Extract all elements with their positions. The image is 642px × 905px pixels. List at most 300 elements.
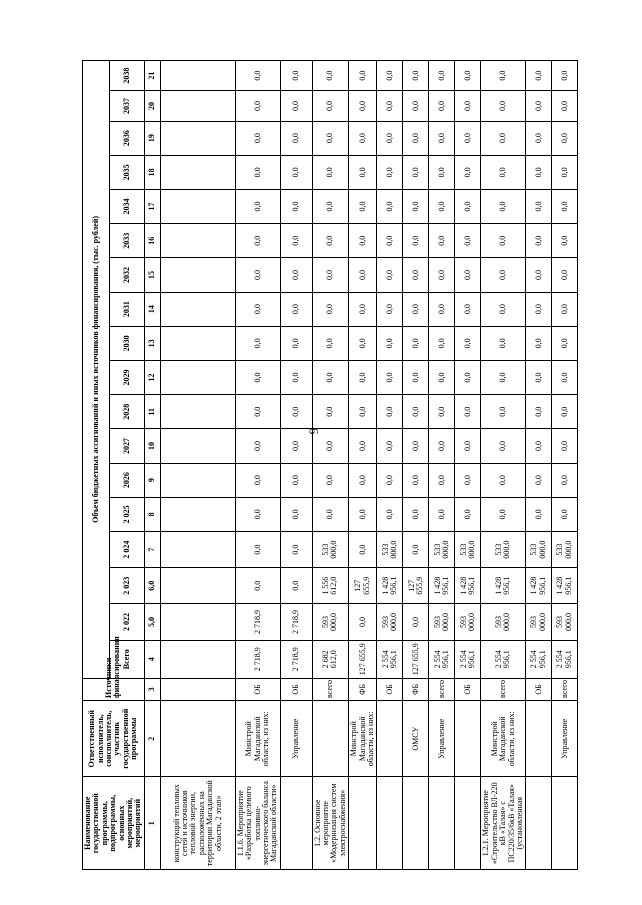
row-name-cell: [526, 777, 552, 870]
row-value-cell: 0,0: [349, 61, 377, 91]
row-responsible-cell: [377, 700, 403, 776]
row-value-cell: 0,0: [280, 155, 312, 189]
header-index-cell: 13: [144, 326, 160, 360]
row-value-cell: 0,0: [403, 326, 429, 360]
row-value-cell: 0,0: [280, 91, 312, 121]
row-value-cell: 0,0: [312, 155, 349, 189]
row-value-cell: 0,0: [481, 224, 526, 258]
table-row: [280, 61, 312, 870]
table-row: [312, 61, 349, 870]
rotated-table-wrapper: [82, 60, 642, 870]
row-value-cell: [160, 258, 235, 292]
row-value-cell: 0,0: [403, 258, 429, 292]
header-year: 2033: [110, 224, 145, 258]
row-responsible-cell: Минстрой Магаданской области, из них:: [349, 700, 377, 776]
row-value-cell: 0,0: [552, 497, 578, 531]
row-value-cell: [160, 91, 235, 121]
row-value-cell: 0,0: [280, 395, 312, 429]
row-value-cell: 0,0: [235, 189, 280, 223]
row-value-cell: 0,0: [403, 531, 429, 567]
row-source-cell: ОБ: [280, 678, 312, 700]
table-row: [481, 61, 526, 870]
row-value-cell: 0,0: [349, 91, 377, 121]
row-value-cell: 1 428 956,1: [481, 568, 526, 604]
row-value-cell: 0,0: [526, 258, 552, 292]
row-value-cell: 0,0: [280, 497, 312, 531]
header-year: 2036: [110, 121, 145, 155]
row-value-cell: [160, 640, 235, 678]
row-value-cell: 0,0: [235, 531, 280, 567]
row-value-cell: [160, 568, 235, 604]
table-row: [377, 61, 403, 870]
row-value-cell: 0,0: [349, 326, 377, 360]
row-value-cell: 0,0: [481, 155, 526, 189]
row-value-cell: 0,0: [552, 292, 578, 326]
row-value-cell: [160, 326, 235, 360]
row-value-cell: 0,0: [526, 463, 552, 497]
row-value-cell: 593 000,0: [455, 604, 481, 640]
table-row: [526, 61, 552, 870]
header-index-cell: 17: [144, 189, 160, 223]
row-value-cell: 0,0: [455, 155, 481, 189]
row-responsible-cell: Управление: [552, 700, 578, 776]
row-source-cell: всего: [552, 678, 578, 700]
row-value-cell: 0,0: [481, 429, 526, 463]
row-value-cell: 0,0: [235, 292, 280, 326]
row-value-cell: 0,0: [526, 497, 552, 531]
header-index-cell: 14: [144, 292, 160, 326]
row-value-cell: 0,0: [429, 258, 455, 292]
row-value-cell: 2 554 956,1: [429, 640, 455, 678]
row-value-cell: 533 000,0: [552, 531, 578, 567]
header-year: 2 022: [110, 604, 145, 640]
row-value-cell: 0,0: [377, 224, 403, 258]
row-value-cell: 0,0: [280, 360, 312, 394]
row-value-cell: 0,0: [312, 224, 349, 258]
row-responsible-cell: Управление: [429, 700, 455, 776]
row-value-cell: 0,0: [349, 258, 377, 292]
header-year: 2034: [110, 189, 145, 223]
row-value-cell: 0,0: [312, 189, 349, 223]
row-value-cell: 0,0: [403, 604, 429, 640]
row-source-cell: всего: [312, 678, 349, 700]
row-value-cell: 0,0: [526, 395, 552, 429]
row-value-cell: 0,0: [377, 155, 403, 189]
row-value-cell: 1 428 956,1: [552, 568, 578, 604]
row-value-cell: 0,0: [552, 326, 578, 360]
header-name: Наименование государственной программы, подпрограммы, основных мероприятий, мероприятий: [83, 777, 145, 870]
row-source-cell: ОБ: [235, 678, 280, 700]
row-value-cell: 0,0: [235, 155, 280, 189]
row-name-cell: [377, 777, 403, 870]
header-budget-group: Объем бюджетных ассигнований и иных источников финансирования, (тыс. рублей): [83, 61, 110, 679]
row-value-cell: [160, 292, 235, 326]
row-value-cell: 0,0: [403, 155, 429, 189]
row-value-cell: 0,0: [481, 91, 526, 121]
row-value-cell: 0,0: [312, 463, 349, 497]
row-value-cell: 2 682 612,0: [312, 640, 349, 678]
row-source-cell: ОБ: [455, 678, 481, 700]
row-source-cell: ФБ: [349, 678, 377, 700]
row-value-cell: 0,0: [526, 429, 552, 463]
row-value-cell: 0,0: [455, 61, 481, 91]
row-value-cell: 0,0: [481, 463, 526, 497]
row-value-cell: 0,0: [403, 463, 429, 497]
row-value-cell: 0,0: [552, 155, 578, 189]
row-value-cell: 0,0: [455, 326, 481, 360]
table-row: [552, 61, 578, 870]
row-name-cell: 1.2. Основное мероприятие «Модернизация систем электроснабжения»: [312, 777, 349, 870]
row-value-cell: 0,0: [526, 91, 552, 121]
row-value-cell: 2 718,9: [235, 640, 280, 678]
row-source-cell: всего: [481, 678, 526, 700]
row-responsible-cell: Минстрой Магаданской области, из них:: [481, 700, 526, 776]
row-value-cell: 0,0: [481, 292, 526, 326]
header-index-cell: 8: [144, 497, 160, 531]
row-value-cell: 0,0: [552, 360, 578, 394]
header-year: 2029: [110, 360, 145, 394]
row-value-cell: 0,0: [403, 360, 429, 394]
row-value-cell: 0,0: [429, 155, 455, 189]
row-value-cell: 127 655,9: [403, 568, 429, 604]
row-value-cell: 0,0: [429, 360, 455, 394]
row-value-cell: 0,0: [526, 360, 552, 394]
row-name-cell: 1.1.6. Мероприятие «Разработка целевого топливно-энергетического баланса Магаданской области»: [235, 777, 280, 870]
row-value-cell: 0,0: [552, 395, 578, 429]
row-responsible-cell: [455, 700, 481, 776]
row-name-cell: [349, 777, 377, 870]
row-value-cell: 0,0: [455, 121, 481, 155]
row-value-cell: 0,0: [403, 91, 429, 121]
row-value-cell: 0,0: [349, 531, 377, 567]
row-value-cell: 533 000,0: [377, 531, 403, 567]
row-value-cell: 593 000,0: [552, 604, 578, 640]
row-value-cell: 0,0: [349, 292, 377, 326]
header-year: 2037: [110, 91, 145, 121]
row-value-cell: 0,0: [349, 604, 377, 640]
header-index-cell: 3: [144, 678, 160, 700]
row-value-cell: 1 428 956,1: [526, 568, 552, 604]
row-value-cell: 0,0: [526, 155, 552, 189]
table-row: [429, 61, 455, 870]
row-value-cell: 0,0: [280, 568, 312, 604]
row-value-cell: 0,0: [481, 497, 526, 531]
row-value-cell: 0,0: [377, 292, 403, 326]
row-value-cell: 0,0: [455, 429, 481, 463]
row-value-cell: 0,0: [403, 61, 429, 91]
row-value-cell: 0,0: [377, 497, 403, 531]
row-value-cell: 0,0: [526, 61, 552, 91]
row-value-cell: 0,0: [429, 61, 455, 91]
row-value-cell: 0,0: [349, 360, 377, 394]
row-value-cell: 0,0: [349, 155, 377, 189]
row-value-cell: 0,0: [455, 497, 481, 531]
row-value-cell: 0,0: [403, 429, 429, 463]
row-value-cell: 0,0: [312, 258, 349, 292]
row-value-cell: 533 000,0: [481, 531, 526, 567]
row-value-cell: 0,0: [235, 497, 280, 531]
row-value-cell: 0,0: [552, 91, 578, 121]
header-year: 2035: [110, 155, 145, 189]
row-value-cell: 0,0: [235, 91, 280, 121]
table-row: [235, 61, 280, 870]
row-value-cell: 0,0: [526, 224, 552, 258]
row-value-cell: 0,0: [481, 395, 526, 429]
row-value-cell: 0,0: [377, 463, 403, 497]
row-value-cell: 0,0: [280, 292, 312, 326]
row-value-cell: 0,0: [312, 292, 349, 326]
row-value-cell: 0,0: [377, 429, 403, 463]
row-value-cell: 0,0: [481, 61, 526, 91]
header-year: 2 024: [110, 531, 145, 567]
header-index-cell: 6,0: [144, 568, 160, 604]
row-value-cell: 0,0: [455, 395, 481, 429]
row-value-cell: 0,0: [235, 360, 280, 394]
row-value-cell: 0,0: [280, 429, 312, 463]
row-value-cell: 0,0: [312, 61, 349, 91]
row-value-cell: 0,0: [455, 360, 481, 394]
header-index-cell: 1: [144, 777, 160, 870]
row-value-cell: 0,0: [455, 463, 481, 497]
header-index-cell: 10: [144, 429, 160, 463]
row-value-cell: 0,0: [235, 121, 280, 155]
header-responsible: Ответственный исполнитель, соисполнитель, участник государственной программы: [83, 700, 145, 776]
table-row: [455, 61, 481, 870]
row-value-cell: 0,0: [552, 121, 578, 155]
row-value-cell: 0,0: [481, 258, 526, 292]
row-value-cell: 0,0: [280, 531, 312, 567]
row-value-cell: 0,0: [312, 91, 349, 121]
row-value-cell: [160, 155, 235, 189]
row-value-cell: 533 000,0: [429, 531, 455, 567]
row-value-cell: 0,0: [235, 224, 280, 258]
row-value-cell: [160, 224, 235, 258]
row-value-cell: 2 718,9: [235, 604, 280, 640]
row-value-cell: 0,0: [280, 326, 312, 360]
row-value-cell: [160, 604, 235, 640]
header-year: Всего: [110, 640, 145, 678]
header-index-cell: 20: [144, 91, 160, 121]
row-value-cell: 0,0: [377, 121, 403, 155]
row-value-cell: 0,0: [403, 497, 429, 531]
row-value-cell: 0,0: [455, 258, 481, 292]
header-index-cell: 12: [144, 360, 160, 394]
row-value-cell: [160, 121, 235, 155]
row-value-cell: 2 718,9: [280, 640, 312, 678]
row-value-cell: 593 000,0: [429, 604, 455, 640]
header-year: 2031: [110, 292, 145, 326]
row-responsible-cell: [526, 700, 552, 776]
header-index-cell: 19: [144, 121, 160, 155]
row-value-cell: 2 554 956,1: [552, 640, 578, 678]
row-value-cell: 0,0: [552, 463, 578, 497]
row-value-cell: 0,0: [349, 121, 377, 155]
row-value-cell: 0,0: [235, 395, 280, 429]
row-value-cell: 0,0: [280, 258, 312, 292]
header-year: 2 023: [110, 568, 145, 604]
row-value-cell: 0,0: [526, 189, 552, 223]
row-value-cell: 0,0: [552, 189, 578, 223]
row-value-cell: 0,0: [235, 429, 280, 463]
row-value-cell: 0,0: [377, 326, 403, 360]
row-value-cell: 0,0: [455, 292, 481, 326]
row-value-cell: [160, 497, 235, 531]
row-name-cell: [429, 777, 455, 870]
row-value-cell: 0,0: [481, 360, 526, 394]
row-value-cell: 0,0: [429, 121, 455, 155]
row-value-cell: 0,0: [403, 189, 429, 223]
row-value-cell: 0,0: [481, 189, 526, 223]
row-name-cell: [280, 777, 312, 870]
row-responsible-cell: [160, 700, 235, 776]
row-name-cell: [552, 777, 578, 870]
row-value-cell: 0,0: [455, 189, 481, 223]
header-index-cell: 11: [144, 395, 160, 429]
header-index-cell: 9: [144, 463, 160, 497]
row-value-cell: 0,0: [429, 429, 455, 463]
row-value-cell: 1 556 612,0: [312, 568, 349, 604]
row-name-cell: 1.2.1. Мероприятие «Строительство ВЛ-220 кВ «Талая» с ПС220/35/6кВ «Талая» (установленная: [481, 777, 526, 870]
header-year: 2038: [110, 61, 145, 91]
row-value-cell: 0,0: [312, 497, 349, 531]
row-value-cell: 0,0: [312, 121, 349, 155]
header-year: 2030: [110, 326, 145, 360]
row-source-cell: [160, 678, 235, 700]
table-row: [160, 61, 235, 870]
header-year: 2032: [110, 258, 145, 292]
row-value-cell: 2 554 956,1: [455, 640, 481, 678]
row-value-cell: 0,0: [552, 61, 578, 91]
budget-table: [82, 60, 578, 870]
row-value-cell: 0,0: [377, 189, 403, 223]
row-value-cell: 0,0: [429, 497, 455, 531]
row-value-cell: 127 655,9: [349, 640, 377, 678]
row-value-cell: 0,0: [429, 463, 455, 497]
row-value-cell: 0,0: [455, 224, 481, 258]
row-value-cell: 0,0: [377, 91, 403, 121]
row-value-cell: 593 000,0: [526, 604, 552, 640]
row-value-cell: 1 428 956,1: [377, 568, 403, 604]
header-year: 2027: [110, 429, 145, 463]
row-value-cell: 1 428 956,1: [429, 568, 455, 604]
row-value-cell: 0,0: [377, 61, 403, 91]
row-value-cell: 0,0: [403, 395, 429, 429]
row-value-cell: 0,0: [403, 224, 429, 258]
header-year: 2 025: [110, 497, 145, 531]
row-source-cell: ОБ: [526, 678, 552, 700]
header-index-cell: 5,0: [144, 604, 160, 640]
row-value-cell: 0,0: [235, 326, 280, 360]
header-index-cell: 7: [144, 531, 160, 567]
row-value-cell: 0,0: [312, 429, 349, 463]
row-value-cell: 0,0: [481, 121, 526, 155]
row-name-cell: [403, 777, 429, 870]
header-index-cell: 4: [144, 640, 160, 678]
row-value-cell: 2 554 956,1: [481, 640, 526, 678]
row-value-cell: 0,0: [280, 189, 312, 223]
header-index-cell: 2: [144, 700, 160, 776]
row-value-cell: 0,0: [349, 189, 377, 223]
row-responsible-cell: ОМСУ: [403, 700, 429, 776]
row-value-cell: 0,0: [377, 258, 403, 292]
row-value-cell: [160, 395, 235, 429]
row-value-cell: 0,0: [280, 61, 312, 91]
row-value-cell: 593 000,0: [377, 604, 403, 640]
row-value-cell: 0,0: [429, 326, 455, 360]
row-value-cell: 533 000,0: [312, 531, 349, 567]
row-value-cell: 0,0: [280, 224, 312, 258]
row-value-cell: 2 554 956,1: [526, 640, 552, 678]
row-value-cell: 0,0: [429, 292, 455, 326]
row-source-cell: ФБ: [403, 678, 429, 700]
row-value-cell: 0,0: [349, 429, 377, 463]
row-name-cell: конструкций тепловых сетей и источников тепловой энергии, расположенных на территории Магаданской области, 2 этап»: [160, 777, 235, 870]
row-source-cell: ОБ: [377, 678, 403, 700]
row-value-cell: 0,0: [403, 292, 429, 326]
row-value-cell: 2 554 956,1: [377, 640, 403, 678]
row-value-cell: 127 655,9: [403, 640, 429, 678]
row-responsible-cell: Управление: [280, 700, 312, 776]
row-value-cell: 0,0: [377, 360, 403, 394]
row-value-cell: 0,0: [481, 326, 526, 360]
row-value-cell: 0,0: [235, 568, 280, 604]
header-index-cell: 21: [144, 61, 160, 91]
row-name-cell: [455, 777, 481, 870]
row-value-cell: 0,0: [349, 497, 377, 531]
row-value-cell: [160, 61, 235, 91]
row-value-cell: 0,0: [280, 121, 312, 155]
row-responsible-cell: Минстрой Магаданской области, из них:: [235, 700, 280, 776]
row-value-cell: 0,0: [552, 258, 578, 292]
page-number: 6: [306, 427, 322, 435]
row-value-cell: 1 428 956,1: [455, 568, 481, 604]
row-source-cell: всего: [429, 678, 455, 700]
row-value-cell: 0,0: [235, 463, 280, 497]
row-value-cell: 0,0: [429, 224, 455, 258]
header-index-cell: 16: [144, 224, 160, 258]
row-value-cell: 127 655,9: [349, 568, 377, 604]
row-value-cell: [160, 531, 235, 567]
header-source: Источники финансирования: [83, 678, 145, 700]
table-row: [349, 61, 377, 870]
row-value-cell: 0,0: [312, 360, 349, 394]
row-value-cell: 0,0: [429, 91, 455, 121]
row-value-cell: 0,0: [526, 326, 552, 360]
row-value-cell: 0,0: [349, 463, 377, 497]
header-year: 2028: [110, 395, 145, 429]
row-value-cell: 0,0: [312, 326, 349, 360]
row-value-cell: 0,0: [526, 121, 552, 155]
row-value-cell: 0,0: [455, 91, 481, 121]
row-value-cell: 593 000,0: [481, 604, 526, 640]
header-index-cell: 15: [144, 258, 160, 292]
row-value-cell: 0,0: [349, 224, 377, 258]
row-value-cell: 0,0: [235, 61, 280, 91]
row-value-cell: 0,0: [235, 258, 280, 292]
header-year: 2026: [110, 463, 145, 497]
row-value-cell: [160, 429, 235, 463]
row-value-cell: 0,0: [552, 224, 578, 258]
row-value-cell: 533 000,0: [526, 531, 552, 567]
row-value-cell: 0,0: [349, 395, 377, 429]
row-value-cell: 0,0: [312, 395, 349, 429]
row-value-cell: 0,0: [429, 395, 455, 429]
row-value-cell: 593 000,0: [312, 604, 349, 640]
row-value-cell: 0,0: [526, 292, 552, 326]
row-value-cell: 533 000,0: [455, 531, 481, 567]
row-value-cell: [160, 360, 235, 394]
row-value-cell: 0,0: [429, 189, 455, 223]
